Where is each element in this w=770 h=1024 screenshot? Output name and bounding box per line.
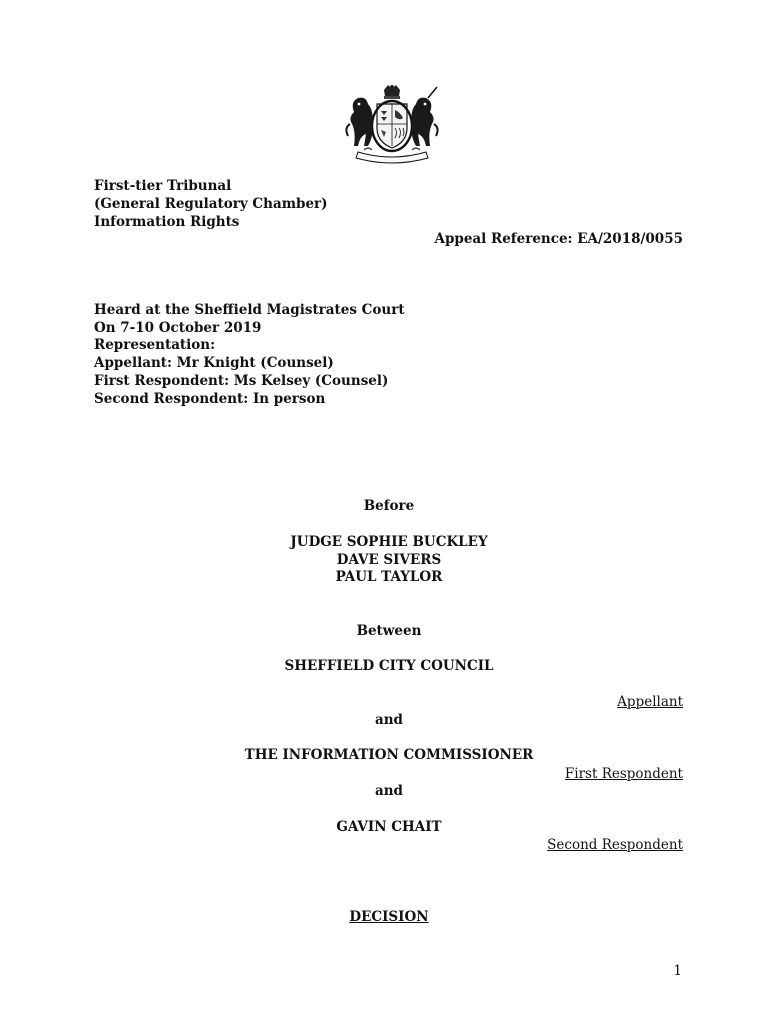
first-respondent-role: First Respondent — [564, 766, 683, 782]
tribunal-jurisdiction: Information Rights — [94, 214, 240, 230]
before-label: Before — [363, 498, 415, 514]
appellant-role: Appellant — [617, 694, 683, 710]
panel-member: PAUL TAYLOR — [335, 569, 443, 585]
second-respondent-role: Second Respondent — [547, 837, 683, 853]
second-respondent-representation: Second Respondent: In person — [94, 390, 326, 407]
panel-member: DAVE SIVERS — [336, 552, 442, 568]
panel-member: JUDGE SOPHIE BUCKLEY — [290, 534, 488, 550]
hearing-dates: On 7-10 October 2019 — [94, 319, 262, 336]
appellant-representation: Appellant: Mr Knight (Counsel) — [94, 355, 334, 372]
tribunal-name: First-tier Tribunal — [94, 178, 232, 194]
between-label: Between — [356, 623, 422, 639]
and-separator: and — [374, 783, 403, 799]
appeal-reference: Appeal Reference: EA/2018/0055 — [434, 231, 683, 247]
first-respondent-name: THE INFORMATION COMMISSIONER — [244, 747, 534, 763]
first-respondent-representation: First Respondent: Ms Kelsey (Counsel) — [94, 372, 389, 389]
appellant-name: SHEFFIELD CITY COUNCIL — [284, 658, 494, 674]
hearing-venue: Heard at the Sheffield Magistrates Court — [94, 302, 405, 318]
hearing-details — [94, 302, 405, 408]
page-number: 1 — [673, 963, 682, 979]
and-separator: and — [374, 712, 403, 728]
second-respondent-name: GAVIN CHAIT — [336, 819, 442, 835]
representation-label: Representation: — [94, 337, 216, 354]
decision-heading: DECISION — [349, 909, 429, 925]
tribunal-chamber: (General Regulatory Chamber) — [94, 196, 328, 212]
royal-coat-of-arms-icon — [344, 84, 440, 168]
